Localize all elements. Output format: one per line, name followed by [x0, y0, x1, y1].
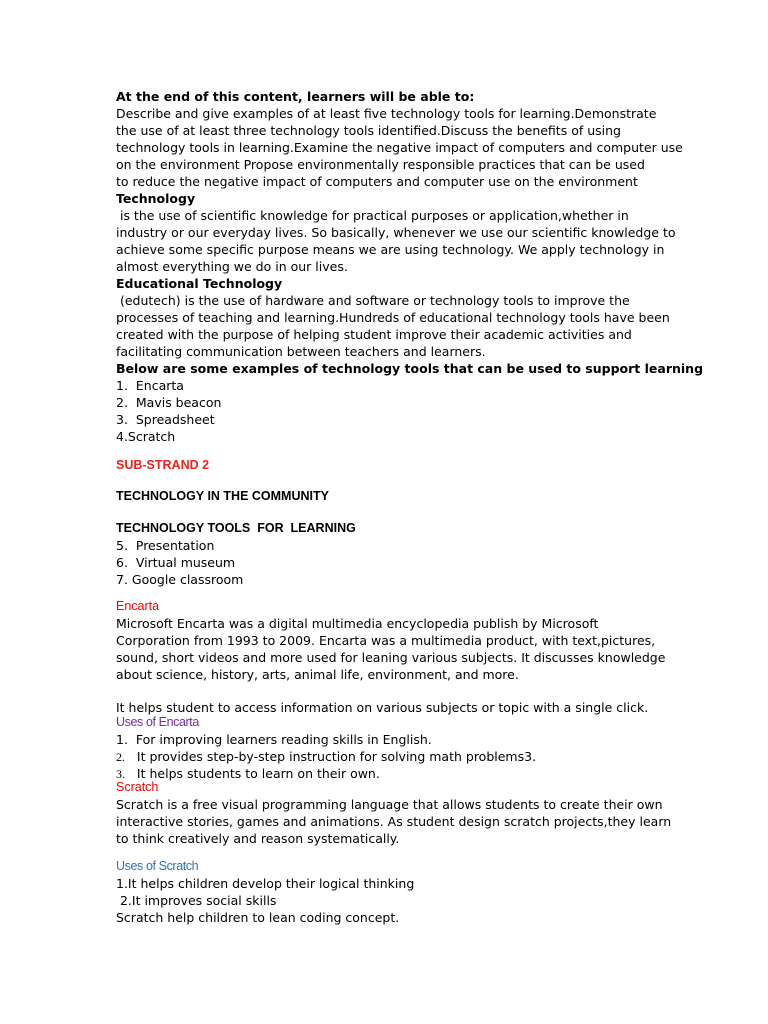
substrand-label: SUB-STRAND 2 [116, 458, 210, 472]
list-item: 1. Encarta [116, 378, 184, 393]
encarta-line: Microsoft Encarta was a digital multimedia encyclopedia publish by Microsoft [116, 616, 599, 631]
uses-scratch-section [116, 858, 656, 926]
edtech-line: created with the purpose of helping student improve their academic activities and [116, 327, 632, 342]
community-title-block [116, 488, 656, 505]
encarta-line: about science, history, arts, animal life, environment, and more. [116, 667, 519, 682]
list-text: It provides step-by-step instruction for solving math problems3. [136, 749, 537, 764]
list-text: It helps students to learn on their own. [136, 766, 380, 781]
uses-encarta-heading: Uses of Encarta [116, 715, 199, 729]
list-item: 1.It helps children develop their logical thinking [116, 876, 415, 891]
edtech-line: facilitating communication between teachers and learners. [116, 344, 486, 359]
list-item: 5. Presentation [116, 538, 215, 553]
technology-line: achieve some specific purpose means we are using technology. We apply technology in [116, 242, 665, 257]
edtech-heading: Educational Technology [116, 276, 283, 291]
technology-line: is the use of scientific knowledge for practical purposes or application,whether in [116, 208, 629, 223]
list-item: 2. Mavis beacon [116, 395, 222, 410]
scratch-heading: Scratch [116, 780, 159, 794]
learning-outcomes [116, 88, 683, 190]
list-item: 2.It improves social skills [116, 893, 277, 908]
list-item: 4.Scratch [116, 429, 176, 444]
scratch-line: Scratch is a free visual programming language that allows students to create their own [116, 797, 663, 812]
list-item [116, 731, 656, 748]
uses-encarta-section [116, 714, 656, 782]
list-item: 7. Google classroom [116, 572, 244, 587]
technology-line: almost everything we do in our lives. [116, 259, 348, 274]
outcomes-line: on the environment Propose environmentally responsible practices that can be used [116, 157, 645, 172]
list-item: 3. Spreadsheet [116, 412, 215, 427]
encarta-line: sound, short videos and more used for leaning various subjects. It discusses knowledge [116, 650, 666, 665]
examples-section [116, 360, 704, 445]
substrand-label-block [116, 457, 656, 474]
tools-section [116, 520, 656, 588]
edtech-section [116, 275, 670, 360]
community-title: TECHNOLOGY IN THE COMMUNITY [116, 489, 329, 503]
list-number: 1. [116, 732, 128, 747]
technology-section [116, 190, 676, 275]
encarta-line: Corporation from 1993 to 2009. Encarta was a multimedia product, with text,pictures, [116, 633, 656, 648]
edtech-line: (edutech) is the use of hardware and software or technology tools to improve the [116, 293, 630, 308]
list-item: 6. Virtual museum [116, 555, 236, 570]
encarta-section [116, 598, 666, 683]
technology-line: industry or our everyday lives. So basically, whenever we use our scientific knowledge to [116, 225, 676, 240]
scratch-section [116, 779, 672, 847]
examples-heading: Below are some examples of technology tools that can be used to support learning [116, 361, 704, 376]
outcomes-heading: At the end of this content, learners will be able to: [116, 89, 475, 104]
tools-title: TECHNOLOGY TOOLS FOR LEARNING [116, 521, 356, 535]
uses-scratch-heading: Uses of Scratch [116, 859, 199, 873]
technology-heading: Technology [116, 191, 196, 206]
edtech-line: processes of teaching and learning.Hundreds of educational technology tools have been [116, 310, 670, 325]
list-number: 3. [116, 767, 125, 781]
list-item: Scratch help children to lean coding concept. [116, 910, 400, 925]
list-number: 2. [116, 750, 125, 764]
outcomes-line: the use of at least three technology tools identified.Discuss the benefits of using [116, 123, 621, 138]
scratch-line: to think creatively and reason systematically. [116, 831, 400, 846]
scratch-line: interactive stories, games and animations. As student design scratch projects,they learn [116, 814, 672, 829]
list-text: For improving learners reading skills in English. [135, 732, 432, 747]
encarta-extra: It helps student to access information on various subjects or topic with a single click. [116, 700, 649, 715]
outcomes-line: technology tools in learning.Examine the negative impact of computers and computer use [116, 140, 683, 155]
list-item [116, 748, 656, 765]
encarta-heading: Encarta [116, 599, 160, 613]
outcomes-line: to reduce the negative impact of computers and computer use on the environment [116, 174, 638, 189]
outcomes-line: Describe and give examples of at least five technology tools for learning.Demonstrate [116, 106, 657, 121]
